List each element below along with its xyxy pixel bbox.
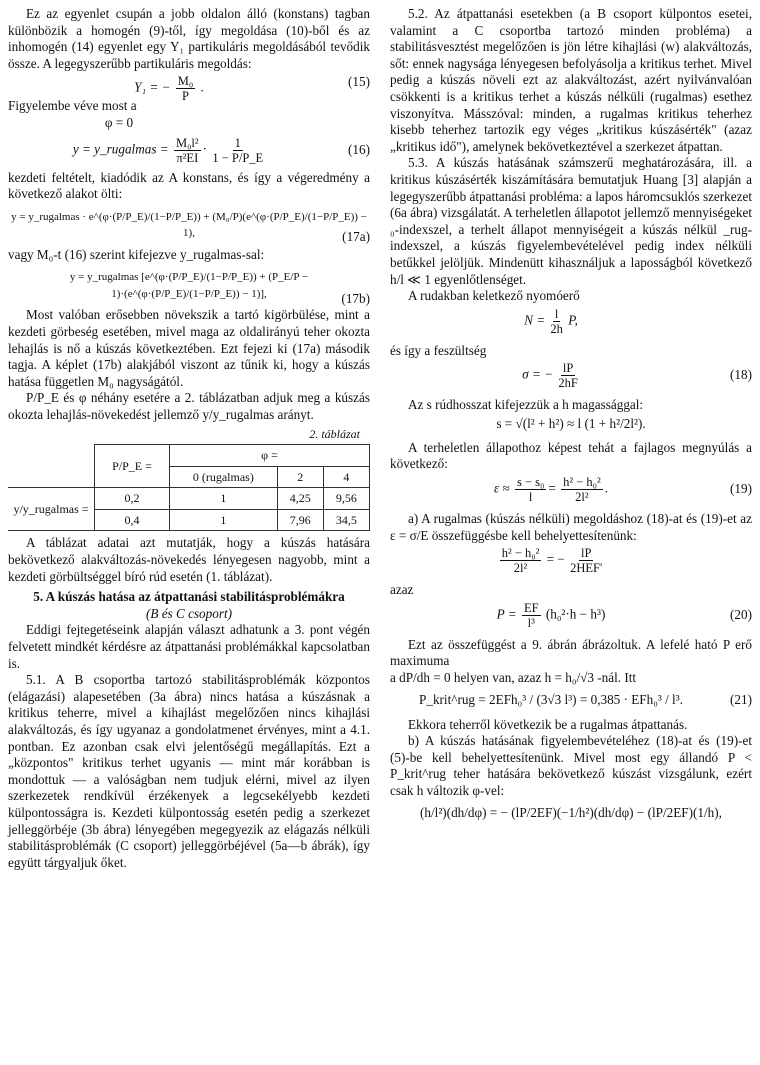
paragraph: vagy M₀-t (16) szerint kifejezve y_rugalmas-sal: [8, 246, 265, 262]
equation-s [390, 416, 752, 438]
paragraph: 5.1. A B csoportba tartozó stabilitásproblémák központos (elágazási) alapesetében (3a ábra) nincs hatása a kúszásnak a kritikus teherre, mivel a kihajlást megelőzően nincs kihajlási alakváltozás, és így ugyanaz a gondolatmenet érvényes, mint a 4.1. pontban. Ez azonban csak elvi jelentőségű megállapítás. Ezt a „központos" kritikus terhet ugyanis — mint már korábban is mondottuk — a valóságban nem tudjuk elérni, mivel az ilyen szerkezetek rendkívül érzékenyek a legcsekélyebb kezdeti külpontosságra is. Kezdeti külpontosság esetén pedig a szerkezet jelleggörbéje (3b ábra) lényegében megegyezik az elágazás nélküli stabilitásproblémák (C csoport) jelleggörbéjével (5a—b ábrák), így együtt tárgyaljuk őket. [8, 672, 370, 870]
eq-num: h² − h₀² [563, 475, 601, 490]
equation-number: (16) [348, 141, 370, 157]
eq-mid: = − [546, 551, 565, 567]
eq-num: 1 [234, 135, 241, 150]
equation-number: (18) [730, 367, 752, 383]
paragraph: Eddigi fejtegetéseink alapján választ adhatunk a 3. pont végén felvetett mindkét kérdésre az átpattanási problémákkal kapcsolatban is. [8, 622, 370, 671]
paragraph: 5.2. Az átpattanási esetekben (a B csoport külpontos esetei, valamint a C csoportba tartozó minden probléma) a stabilitásvesztést megelőzően is jön létre kihajlási (w) alakváltozás, sőt: ennek nagysága lényegesen befolyásolja a kritikus terhet. Mivel pedig a kúszás növeli ezt az alakváltozást, azért nyilvánvalóan csökkenti is a kritikus terhet a kúszás nélküli (rugalmas) esethez viszonyítva. Másszóval: minden, a rugalmas kritikus teherhez kisebb teherhez tartozik egy véges „kritikus kúszásérték" (azaz „kritikus idő"), amelynek bekövetkeztével a szerkezet átpattan. [390, 6, 752, 154]
eq-den: 2l² [513, 561, 528, 576]
eq-tail: . [200, 79, 204, 95]
eq-den: 2hF [558, 376, 578, 391]
eq-den: 2l² [575, 490, 589, 505]
paragraph: a dP/dh = 0 helyen van, azaz h = h₀/√3 -nál. Itt [390, 670, 637, 686]
table-cell: 1 [170, 509, 278, 531]
eq-body: (h/l²)(dh/dφ) = − (lP/2EF)(−1/h²)(dh/dφ) − (lP/2EF)(1/h), [420, 804, 722, 820]
paragraph: azaz [390, 582, 414, 598]
eq-lhs: σ = − [522, 366, 554, 382]
paragraph: a) A rugalmas (kúszás nélküli) megoldáshoz (18)-at és (19)-et az ε = σ/E összefüggésbe kell behelyettesítenünk: [390, 511, 752, 543]
paragraph: 5.3. A kúszás hatásának számszerű meghatározására, ill. a kritikus kúszásérték kiszámítására bemutatjuk Huang [3] alapján a legegyszerűbb átpattanási probléma: a lapos háromcsuklós szerkezet (6a ábra) vizsgálatát. A terheletlen állapotot jellemző mennyiségeket ₀-indexszel, a terhelt állapot mennyiségeit a kúszás nélkül _rug-indexszel, a kúszás figyelembevételével pedig index nélküli betűkkel jelöljük. Mindenütt kihasználjuk a laposságból következő h/l ≪ 1 egyenlőtlenséget. [390, 155, 752, 287]
phi-value: 0 (rugalmas) [170, 466, 278, 488]
equation-20a [390, 546, 752, 580]
paragraph: A terheletlen állapothoz képest tehát a fajlagos megnyúlás a következő: [390, 439, 752, 472]
eq-tail: (h₀²·h − h³) [545, 606, 606, 622]
eq-den: 2h [550, 321, 563, 336]
paragraph: és így a feszültség [390, 342, 487, 358]
equation-number: (15) [348, 74, 370, 90]
right-column [390, 6, 752, 828]
paragraph: Ekkora teherről következik be a rugalmas átpattanás. [408, 716, 688, 732]
table-cell: 4,25 [277, 488, 323, 510]
equation-16: y = y_rugalmas = $\frac{\text{M₀l²}}{\text{π²EI}}$ · $\frac{1}{1 - P/P\_E}$ (16) [72, 135, 370, 165]
table-cell: 1 [170, 488, 278, 510]
paragraph: Most valóban erősebben növekszik a tartó kigörbülése, mint a kezdeti görbeség esetében, mivel maga az oldalirányú teher okozta lehajlás is nő a kúszás következtében. Ezt fejezi ki (17a) második tagja. A képlet (17b) alakjából viszont az tűnik ki, hogy a kúszás hatása független M₀ nagyságától. [8, 307, 370, 389]
table-2 [8, 444, 370, 531]
eq-tail: P, [568, 312, 578, 328]
phi-value: 2 [277, 466, 323, 488]
equation-number: (21) [730, 691, 752, 707]
eq-den: P [182, 89, 189, 104]
eq-lhs: ε ≈ [493, 480, 510, 496]
paragraph: kezdeti feltételt, kiadódik az A konstans, és így a végeredmény a következő alakot ölti: [8, 169, 370, 202]
table-cell: 34,5 [323, 509, 369, 531]
equation-21 [390, 689, 752, 715]
table-cell: 9,56 [323, 488, 369, 510]
eq-den: 2HEF' [570, 561, 603, 576]
equation-number: (20) [730, 606, 752, 622]
eq-lhs: Y₁ = − [134, 79, 171, 95]
paragraph: A rudakban keletkező nyomóerő [408, 288, 580, 304]
equation-20 [390, 601, 752, 635]
col-ratio-header: P/P_E = [95, 445, 170, 488]
eq-den: l³ [527, 615, 535, 630]
eq-lhs: P = [496, 606, 517, 622]
table-cell: 7,96 [277, 509, 323, 531]
equation-19: ε ≈ $\frac{\text{s − s₀}}{l}$ = $\frac{\text{h² − h₀²}}{\text{2l²}}$ . (19) [493, 475, 752, 505]
eq-lhs: N = [524, 312, 546, 328]
eq-den: 1 − P/P_E [212, 150, 264, 165]
eq-den: π²EI [176, 150, 199, 165]
paragraph: Ez az egyenlet csupán a jobb oldalon álló (konstans) tagban különbözik a homogén (9)-től, így megoldása (10)-ből és az inhomogén (14) egyenlet egy Y₁ partikuláris megoldásából tevődik össze. A legegyszerűbb partikuláris megoldás: [8, 6, 370, 71]
table-cell: 0,2 [95, 488, 170, 510]
table-row [8, 488, 370, 510]
equation-number: (17b) [341, 291, 370, 307]
equation-16-condition: φ = 0 [104, 114, 134, 130]
eq-num: M₀l² [175, 135, 199, 150]
eq-num: h² − h₀² [501, 546, 540, 561]
section-subheading: (B és C csoport) [145, 605, 233, 621]
equation-number: (17a) [342, 228, 370, 244]
eq-lhs: y = y_rugalmas = [72, 141, 169, 157]
paragraph: A táblázat adatai azt mutatják, hogy a kúszás hatására bekövetkező alakváltozás-növekedés lényegesen nagyobb, mint a kezdeti görbültséggel bíró rúd esetén (1. táblázat). [8, 535, 370, 584]
phi-value: 4 [323, 466, 369, 488]
eq-body: y = y_rugalmas · e^(φ·(P/P_E)/(1−P/P_E)) + (M₀/P)(e^(φ·(P/P_E)/(1−P/P_E)) − 1), [11, 210, 367, 240]
equation-15 [8, 74, 370, 104]
paragraph: Az s rúdhosszat kifejezzük a h magassággal: [408, 397, 644, 413]
equation-number: (19) [730, 481, 752, 497]
eq-num: l [554, 306, 559, 321]
left-column [8, 6, 370, 871]
col-phi-header: φ = [170, 445, 370, 467]
section-heading: 5. A kúszás hatása az átpattanási stabilitásproblémákra [33, 589, 345, 605]
eq-num: M₀ [177, 74, 194, 89]
eq-num: s − s₀ [516, 475, 545, 490]
table-cell: 0,4 [95, 509, 170, 531]
paragraph: P/P_E és φ néhány esetére a 2. táblázatban adjuk meg a kúszás okozta lehajlás-növekedést jellemző y/y_rugalmas arányt. [8, 390, 370, 422]
table-caption: 2. táblázat [309, 426, 360, 441]
paragraph: Figyelembe véve most a [8, 98, 137, 114]
eq-den: l [528, 490, 533, 505]
equation-18 [390, 361, 752, 395]
row-label: y/y_rugalmas = [8, 488, 95, 531]
eq-num: lP [580, 546, 592, 561]
eq-body: P_krit^rug = 2EFh₀³ / (3√3 l³) = 0,385 · EFh₀³ / l³. [419, 691, 683, 707]
eq-num: EF [523, 600, 539, 615]
paragraph: b) A kúszás hatásának figyelembevételéhez (18)-at és (19)-et (5)-be kell behelyettesítenünk. Mivel most egy állandó P < P_krit^rug teher hatására bekövetkező kúszást vizsgálunk, ezért csak h változik φ-vel: [390, 733, 752, 798]
eq-body: y = y_rugalmas [e^(φ·(P/P_E)/(1−P/P_E)) + (P_E/P − 1)·(e^(φ·(P/P_E)/(1−P/P_E)) − 1)], [69, 271, 309, 300]
paragraph: Ezt az összefüggést a 9. ábrán ábrázoltuk. A lefelé ható P erő maximuma [390, 636, 752, 669]
equation-17a [8, 205, 370, 245]
eq-num: lP [562, 361, 574, 376]
eq-body: s = √(l² + h²) ≈ l (1 + h²/2l²). [496, 415, 646, 431]
equation-last [390, 802, 752, 826]
equation-17b [8, 265, 370, 305]
equation-N [390, 307, 752, 341]
